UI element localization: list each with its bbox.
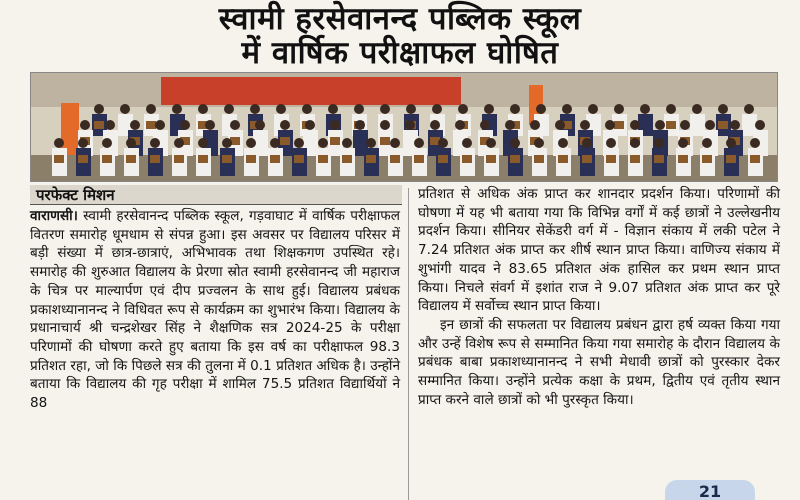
ceremony-photo-illustration (31, 73, 778, 182)
headline-line-2: में वार्षिक परीक्षाफल घोषित (241, 35, 559, 71)
column-divider (408, 188, 409, 500)
article-paragraph-2: इन छात्रों की सफलता पर विद्यालय प्रबंधन द्वारा हर्ष व्यक्त किया गया और उन्हें विशेष रूप से सम्मानित किया गया समारोह के दौरान विद्यालय के प्रबंधक बाबा प्रकाशध्यानानन्द ने सभी मेधावी छात्रों को पुरस्कार देकर सम्मानित किया। उन्होंने प्रत्येक कक्षा के प्रथम, द्वितीय एवं तृतीय स्थान प्राप्त करने वाले छात्रों को भी पुरस्कृत किया। (418, 316, 780, 408)
page-number-badge: 21 (665, 480, 755, 500)
article-column-right (418, 185, 780, 409)
dateline: वाराणसी। (30, 208, 78, 224)
headline-line-1: स्वामी हरसेवानन्द पब्लिक स्कूल (218, 1, 582, 37)
news-photo (30, 72, 778, 182)
stage-backdrop (161, 77, 461, 105)
article-body-left: स्वामी हरसेवानन्द पब्लिक स्कूल, गड़वाघाट में वार्षिक परीक्षाफल वितरण समारोह धूमधाम से संपन्न हुआ। इस अवसर पर विद्यालय परिसर में बड़ी संख्या में छात्र-छात्राएं, अभिभावक तथा शिक्षकगण उपस्थित रहे। समारोह की शुरुआत विद्यालय के प्रेरणा स्रोत स्वामी हरसेवानन्द जी महाराज के चित्र पर माल्यार्पण एवं दीप प्रज्वलन के साथ हुई। विद्यालय प्रबंधक प्रकाशध्यानानन्द ने विधिवत रूप से कार्यक्रम का शुभारंभ किया। विद्यालय के प्रधानाचार्य श्री चन्द्रशेखर सिंह ने शैक्षणिक सत्र 2024-25 के परीक्षा परिणामों की घोषणा करते हुए बताया कि इस वर्ष का परीक्षाफल 98.3 प्रतिशत रहा, जो कि पिछले सत्र की तुलना में 0.1 प्रतिशत अधिक है। उन्होंने बताया कि विद्यालय की गृह परीक्षा में शामिल 75.5 प्रतिशत विद्यार्थियों ने 88 (30, 208, 400, 412)
article-paragraph-1: प्रतिशत से अधिक अंक प्राप्त कर शानदार प्रदर्शन किया। परिणामों की घोषणा में यह भी बताया गया कि विभिन्न वर्गों में कई छात्रों ने उल्लेखनीय प्रदर्शन किया। सीनियर सेकेंडरी वर्ग में - विज्ञान संकाय में लकी पटेल ने 7.24 प्रतिशत अंक प्राप्त कर शीर्ष स्थान प्राप्त किया। वाणिज्य संकाय में शुभांगी यादव ने 83.65 प्रतिशत अंक हासिल कर प्रथम स्थान प्राप्त किया। निचले संवर्ग में इशांत राज ने 9.07 प्रतिशत अंक प्राप्त कर पूरे विद्यालय में सर्वोच्च स्थान प्राप्त किया। (418, 186, 780, 315)
article-paragraph (30, 207, 400, 413)
article-column-left (30, 207, 400, 413)
headline (10, 2, 790, 70)
byline: परफेक्ट मिशन (36, 186, 115, 204)
